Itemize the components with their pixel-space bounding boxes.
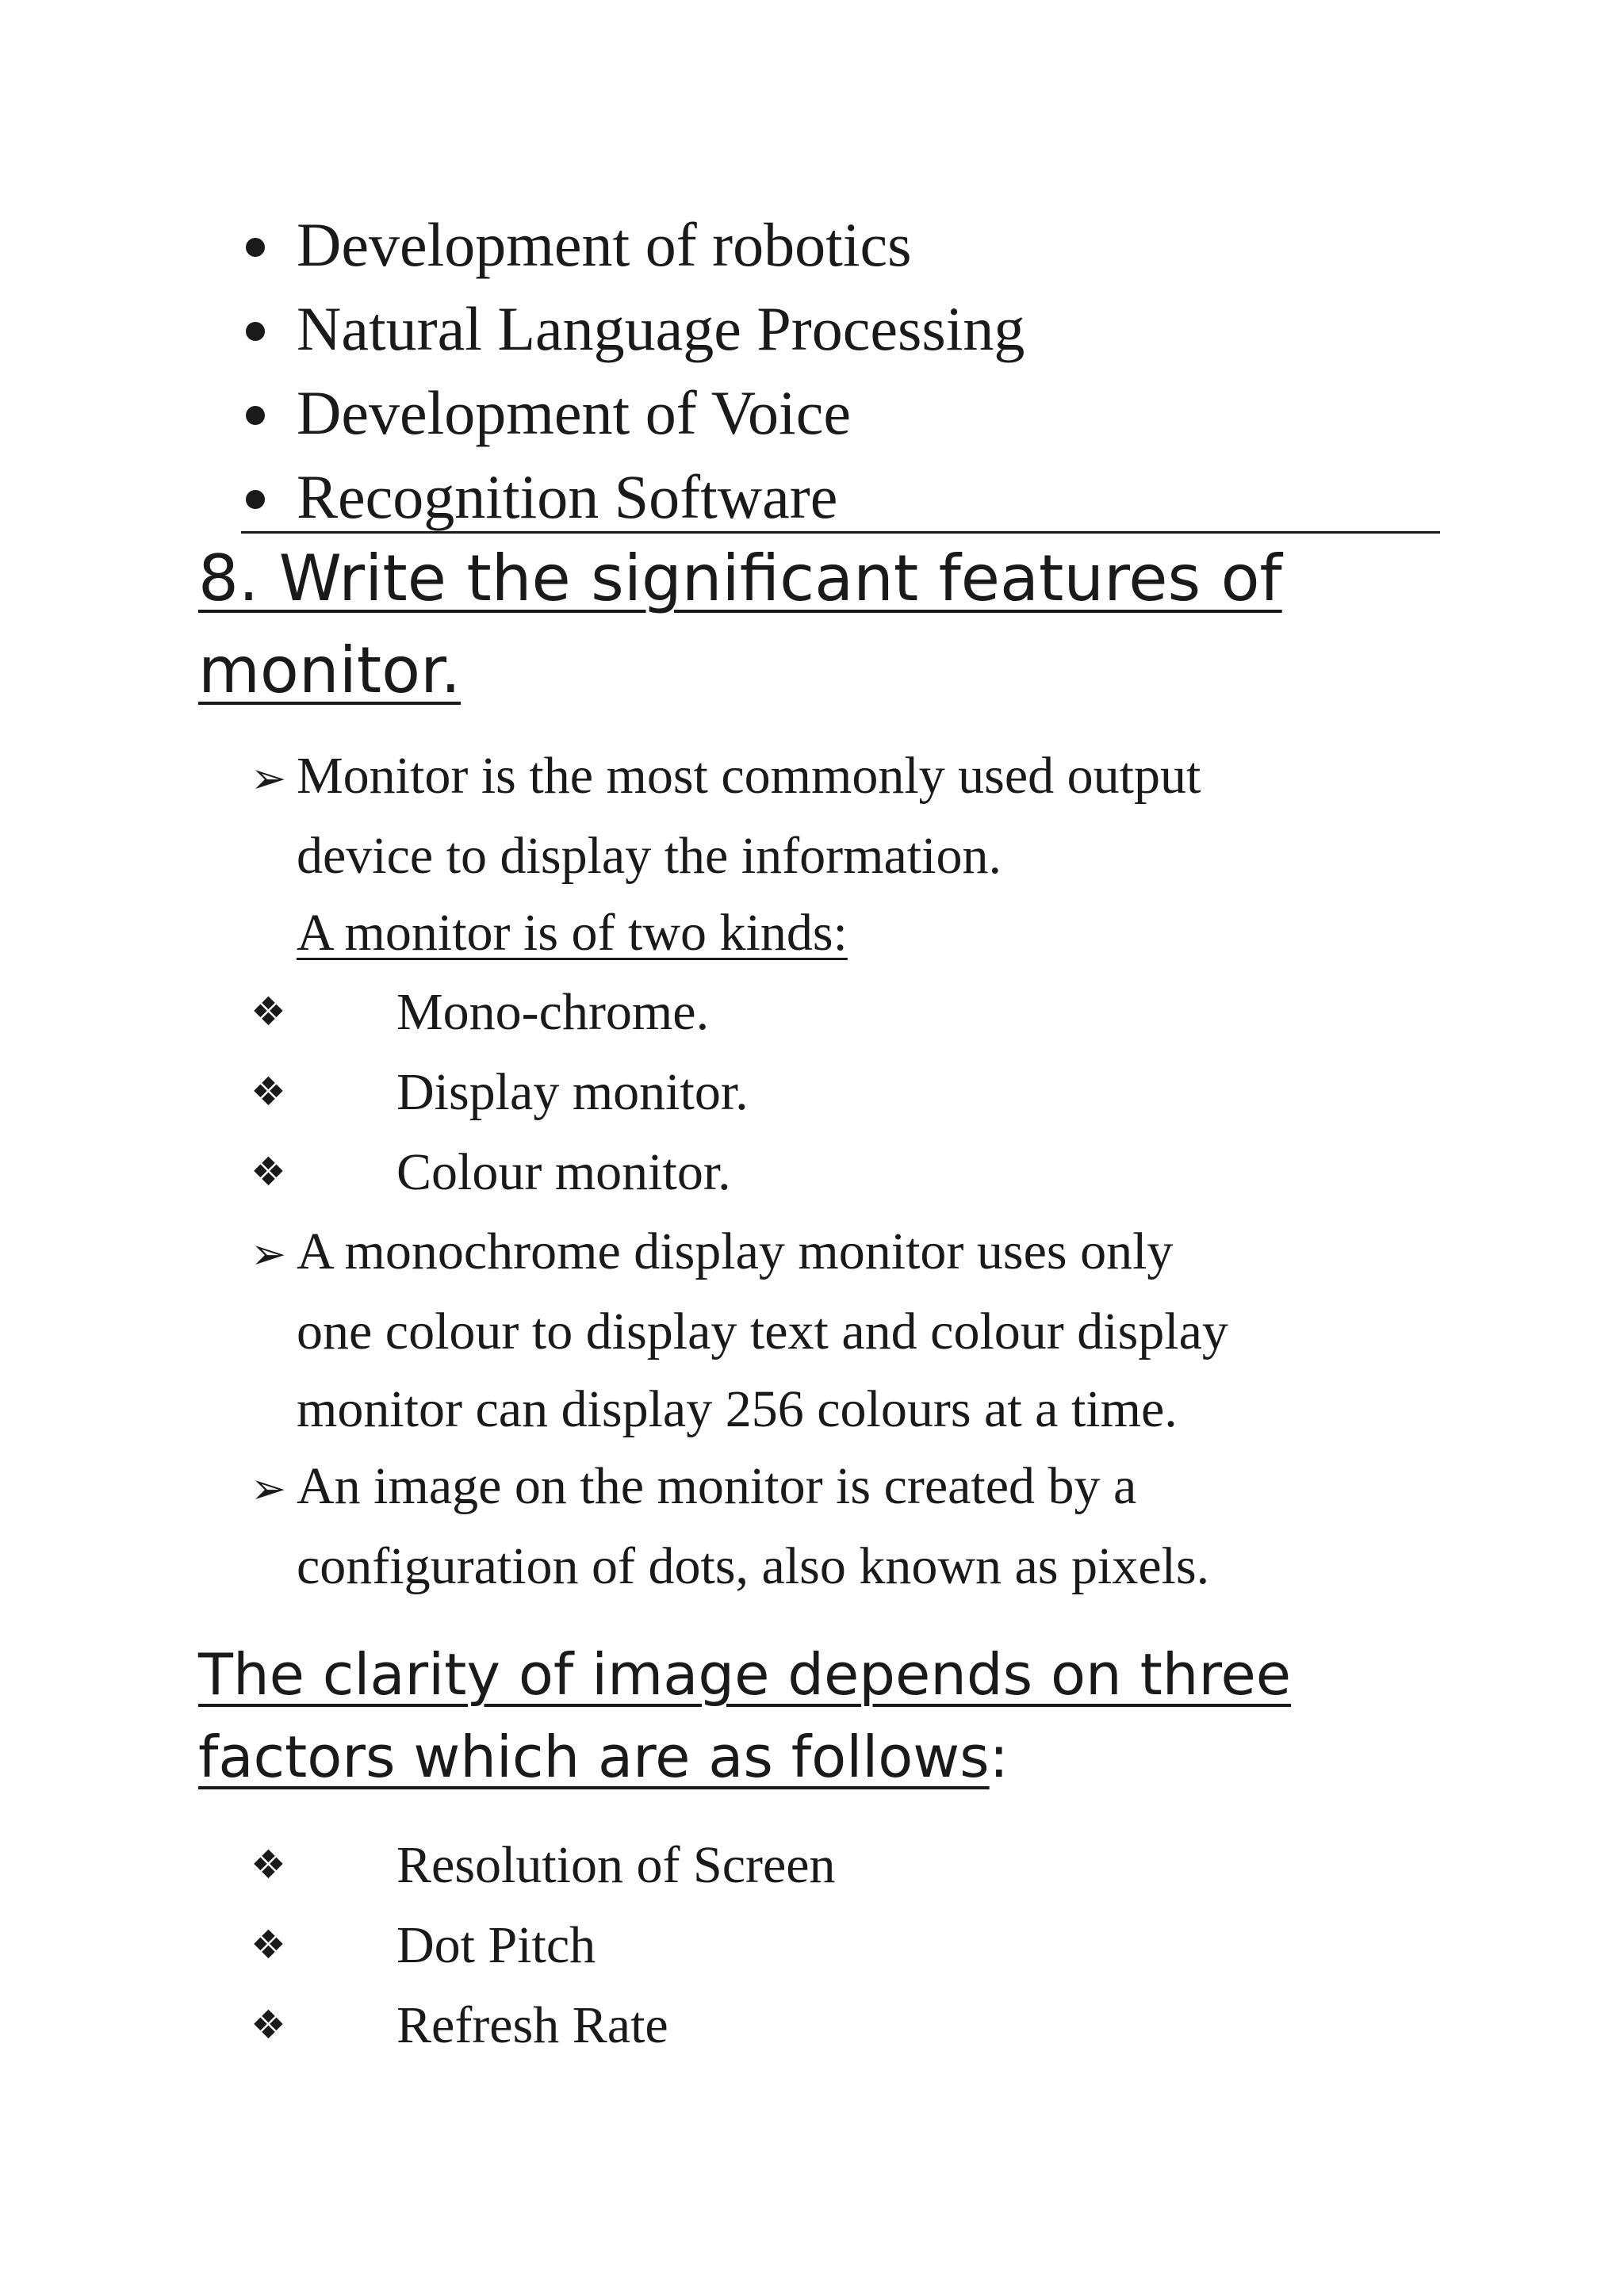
list-item: ❖ Mono-chrome. (251, 972, 749, 1052)
paragraph-pixels: ➢ An image on the monitor is created by a configuration of dots, also known as pixels. (251, 1448, 1209, 1605)
list-item: ❖ Dot Pitch (251, 1905, 836, 1985)
diamond-bullet-icon: ❖ (251, 1842, 286, 1888)
diamond-bullet-icon: ❖ (251, 1149, 286, 1195)
arrow-bullet-icon: ➢ (251, 1229, 287, 1279)
question-heading-line2: monitor. (198, 633, 462, 707)
arrow-bullet-icon: ➢ (251, 753, 287, 803)
diamond-bullet-icon: ❖ (251, 989, 286, 1035)
monitor-kinds-list (251, 972, 749, 1212)
clarity-heading: The clarity of image depends on three factors which are as follows: (198, 1641, 1292, 1790)
clarity-factors-list (251, 1825, 836, 2065)
clarity-heading-line1: The clarity of image depends on three (198, 1641, 1292, 1708)
bullet-dot-icon (246, 490, 265, 509)
top-bullet-list (238, 203, 1025, 539)
bullet-dot-icon (246, 406, 265, 425)
list-item: Recognition Software (238, 455, 1025, 539)
monitor-kinds-label: A monitor is of two kinds: (297, 904, 848, 962)
clarity-heading-line2: factors which are as follows (198, 1724, 990, 1790)
list-item: ❖ Refresh Rate (251, 1985, 836, 2065)
paragraph-monochrome: ➢ A monochrome display monitor uses only one colour to display text and colour display monitor can display 256 colours at a time. (251, 1213, 1228, 1448)
diamond-bullet-icon: ❖ (251, 2002, 286, 2048)
diamond-bullet-icon: ❖ (251, 1922, 286, 1968)
list-item: Natural Language Processing (238, 287, 1025, 371)
diamond-bullet-icon: ❖ (251, 1069, 286, 1115)
list-item: ❖ Colour monitor. (251, 1132, 749, 1212)
question-heading (198, 533, 1282, 717)
arrow-bullet-icon: ➢ (251, 1464, 287, 1513)
list-item: ❖ Resolution of Screen (251, 1825, 836, 1905)
bullet-dot-icon (246, 322, 265, 341)
question-heading-line1: 8. Write the significant features of (198, 541, 1282, 615)
list-item: ❖ Display monitor. (251, 1052, 749, 1132)
paragraph-monitor-definition: ➢ Monitor is the most commonly used output device to display the information. (251, 737, 1201, 895)
bullet-dot-icon (246, 238, 265, 257)
list-item: Development of Voice (238, 371, 1025, 455)
list-item: Development of robotics (238, 203, 1025, 287)
